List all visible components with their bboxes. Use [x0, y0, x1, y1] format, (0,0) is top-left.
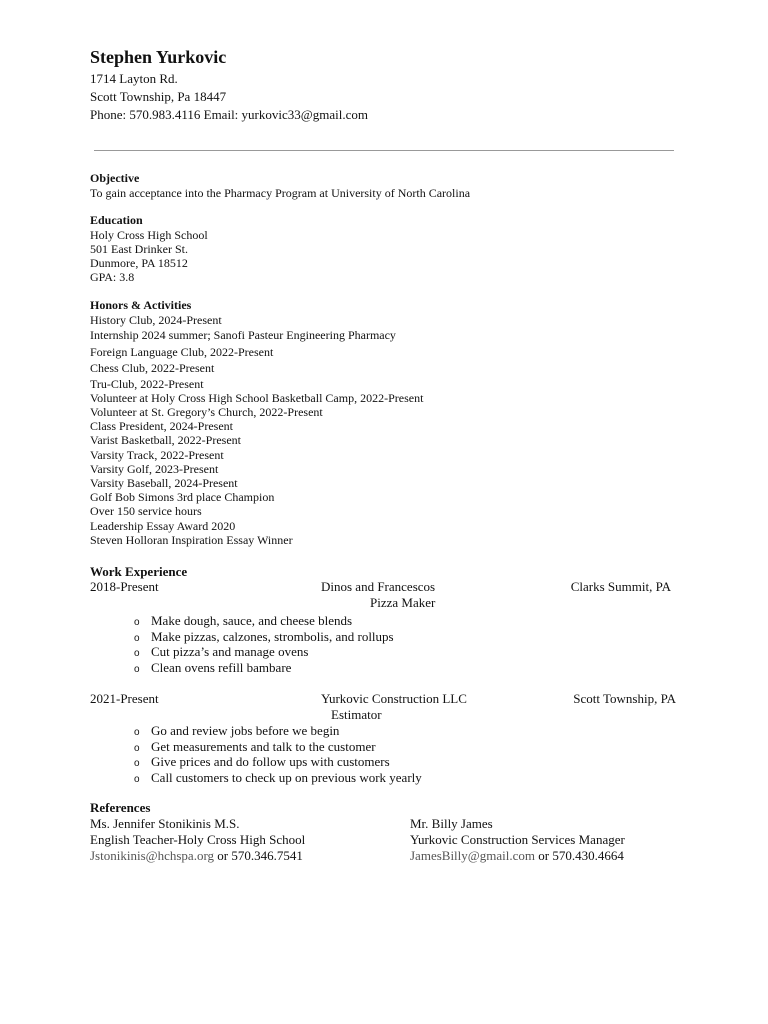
honors-item: Tru-Club, 2022-Present: [90, 376, 204, 391]
header-divider: [94, 150, 674, 151]
bullet-icon: o: [134, 648, 140, 659]
duty-item: o Make dough, sauce, and cheese blends: [134, 613, 394, 629]
education-heading: Education: [90, 213, 143, 227]
bullet-icon: o: [134, 632, 140, 644]
job-location: Scott Township, PA: [573, 691, 676, 706]
job-duties: [134, 613, 394, 675]
bullet-icon: o: [134, 663, 140, 675]
bullet-icon: o: [134, 758, 140, 769]
job-dates: 2021-Present: [90, 691, 159, 706]
job-duties: [134, 723, 422, 785]
duty-item: o Give prices and do follow ups with customers: [134, 754, 422, 770]
honors-item: Chess Club, 2022-Present: [90, 361, 215, 376]
job-row: [90, 579, 680, 595]
reference-contact: JamesBilly@gmail.com or 570.430.4664: [410, 848, 624, 863]
reference-position: Yurkovic Construction Services Manager: [410, 832, 625, 847]
objective-heading: Objective: [90, 171, 140, 185]
reference-name: Ms. Jennifer Stonikinis M.S.: [90, 816, 240, 831]
work-heading: Work Experience: [90, 564, 188, 579]
honors-item: Volunteer at St. Gregory’s Church, 2022-Present: [90, 405, 323, 420]
duty-item: o Go and review jobs before we begin: [134, 723, 422, 739]
honors-item: Varist Basketball, 2022-Present: [90, 433, 241, 448]
reference-1: [90, 816, 305, 864]
honors-item: Varsity Golf, 2023-Present: [90, 461, 219, 476]
objective-text: To gain acceptance into the Pharmacy Program at University of North Carolina: [90, 186, 471, 200]
reference-email-link[interactable]: JamesBilly@gmail.com: [410, 848, 535, 863]
job-role: Estimator: [331, 707, 382, 722]
job-row: [90, 691, 680, 707]
education-gpa: GPA: 3.8: [90, 270, 135, 284]
reference-name: Mr. Billy James: [410, 816, 493, 831]
address-line-2: Scott Township, Pa 18447: [90, 89, 227, 104]
duty-item: o Get measurements and talk to the customer: [134, 739, 422, 755]
bullet-icon: o: [134, 727, 140, 738]
reference-position: English Teacher-Holy Cross High School: [90, 832, 306, 847]
reference-phone: 570.346.7541: [231, 848, 303, 863]
honors-list: [90, 313, 423, 547]
honors-item: Volunteer at Holy Cross High School Basketball Camp, 2022-Present: [90, 390, 424, 405]
reference-email-link[interactable]: Jstonikinis@hchspa.org: [90, 848, 215, 863]
duty-item: o Cut pizza’s and manage ovens: [134, 644, 394, 660]
honors-item: History Club, 2024-Present: [90, 313, 222, 327]
bullet-icon: o: [134, 742, 140, 754]
reference-phone: 570.430.4664: [552, 848, 624, 863]
honors-item: Steven Holloran Inspiration Essay Winner: [90, 532, 293, 547]
education-city: Dunmore, PA 18512: [90, 256, 188, 270]
honors-item: Golf Bob Simons 3rd place Champion: [90, 490, 275, 505]
education-school: Holy Cross High School: [90, 228, 208, 242]
reference-contact: Jstonikinis@hchspa.org or 570.346.7541: [90, 848, 303, 863]
job-location: Clarks Summit, PA: [570, 579, 671, 594]
job-dates: 2018-Present: [90, 579, 159, 594]
honors-item: Varsity Track, 2022-Present: [90, 447, 224, 462]
reference-2: [410, 816, 625, 864]
honors-item: Internship 2024 summer; Sanofi Pasteur Engineering Pharmacy: [90, 328, 396, 343]
education-street: 501 East Drinker St.: [90, 242, 188, 256]
duty-item: o Make pizzas, calzones, strombolis, and rollups: [134, 629, 394, 645]
bullet-icon: o: [134, 773, 140, 785]
duty-item: o Call customers to check up on previous work yearly: [134, 770, 422, 786]
honors-item: Varsity Baseball, 2024-Present: [90, 476, 238, 490]
applicant-name: Stephen Yurkovic: [90, 47, 227, 67]
honors-item: Over 150 service hours: [90, 504, 202, 519]
honors-heading: Honors & Activities: [90, 298, 192, 312]
job-employer: Dinos and Francescos: [321, 579, 436, 594]
honors-item: Foreign Language Club, 2022-Present: [90, 344, 274, 359]
honors-item: Class President, 2024-Present: [90, 419, 233, 434]
job-role: Pizza Maker: [370, 595, 436, 610]
address-line-1: 1714 Layton Rd.: [90, 71, 178, 86]
honors-item: Leadership Essay Award 2020: [90, 518, 236, 533]
duty-item: o Clean ovens refill bambare: [134, 660, 394, 676]
bullet-icon: o: [134, 617, 140, 628]
references-heading: References: [90, 800, 151, 815]
contact-line: Phone: 570.983.4116 Email: yurkovic33@gmail.com: [90, 107, 368, 122]
job-employer: Yurkovic Construction LLC: [321, 691, 467, 706]
